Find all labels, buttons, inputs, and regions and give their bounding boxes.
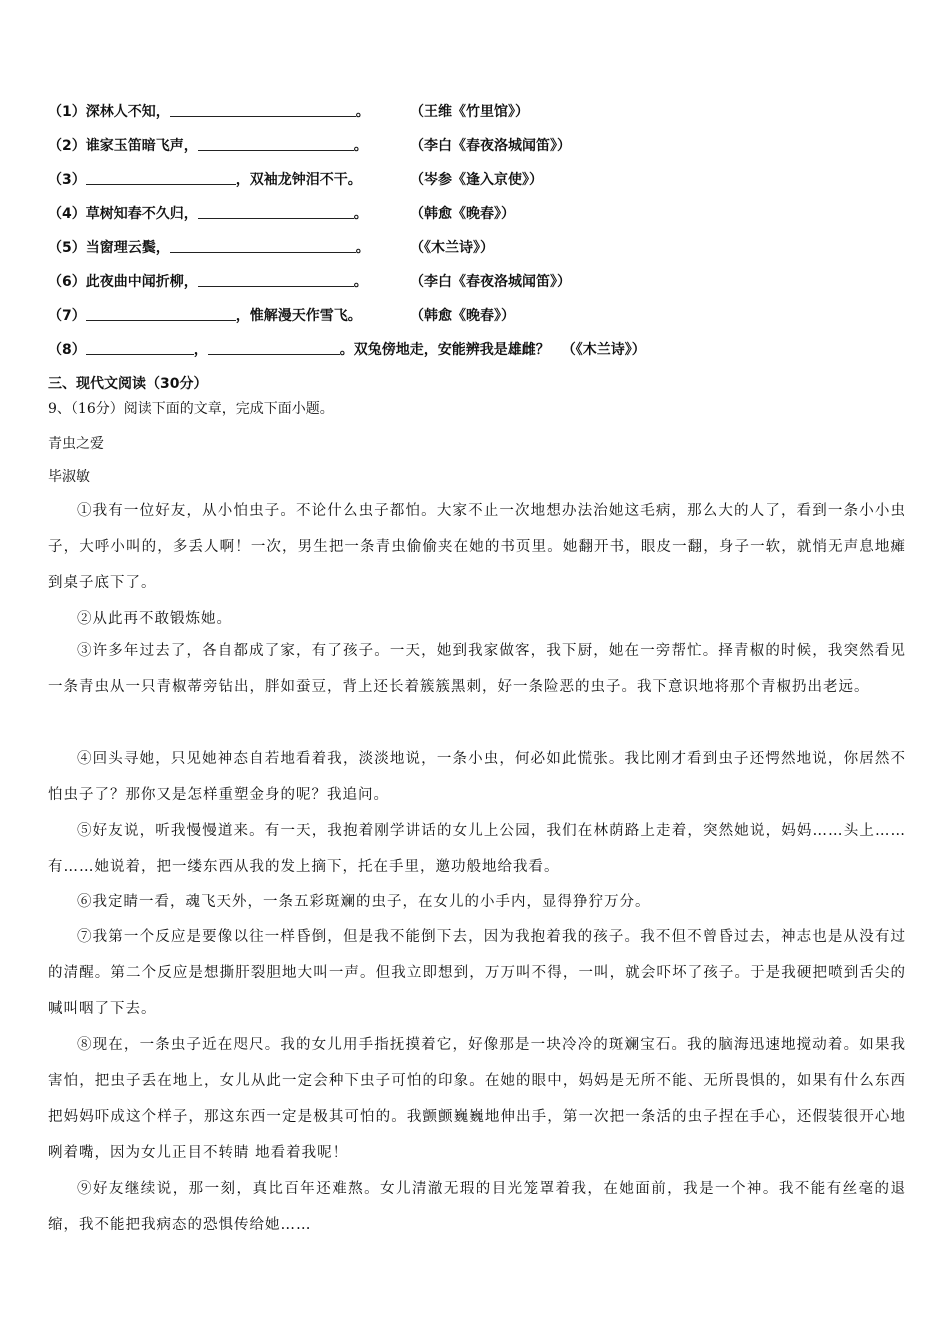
article-title: 青虫之爱 (48, 436, 104, 452)
fill-in-item-2 (48, 133, 571, 159)
answer-blank[interactable] (86, 337, 194, 355)
item-source: （韩愈《晚春》） (410, 206, 515, 222)
fill-in-item-8 (48, 337, 646, 363)
item-number: （5） (48, 240, 86, 256)
item-text-before: 草树知春不久归， (85, 206, 198, 222)
article-paragraph-8: ⑧现在，一条虫子近在咫尺。我的女儿用手指抚摸着它，好像那是一块冷冷的斑斓宝石。我的脑海迅速地搅动着。如果我害怕，把虫子丢在地上，女儿从此一定会种下虫子可怕的印象。在她的眼中，妈妈是无所不能、无所畏惧的，如果有什么东西把妈妈吓成这个样子，那这东西一定是极其可怕的。我颤颤巍巍地伸出手，第一次把一条活的虫子捏在手心，还假装很开心地咧着嘴，因为女儿正目不转睛 地看着我呢！ (48, 1037, 906, 1161)
item-text-before: 此夜曲中闻折柳， (85, 274, 198, 290)
item-source: （王维《竹里馆》） (410, 104, 529, 120)
article-author: 毕淑敏 (48, 469, 90, 485)
article-paragraph-2: ②从此再不敢锻炼她。 (77, 611, 232, 627)
answer-blank[interactable] (170, 235, 356, 253)
item-number: （4） (48, 206, 86, 222)
answer-blank[interactable] (86, 303, 236, 321)
fill-in-item-5 (48, 235, 494, 261)
item-number: （1） (48, 104, 86, 120)
article-paragraph-5: ⑤好友说，听我慢慢道来。有一天，我抱着刚学讲话的女儿上公园，我们在林荫路上走着，突然她说，妈妈……头上……有……她说着，把一缕东西从我的发上摘下，托在手里，邀功般地给我看。 (48, 823, 906, 875)
item-number: （2） (48, 138, 86, 154)
item-text-after: ，惟解漫天作雪飞。 (235, 308, 362, 324)
item-source: （李白《春夜洛城闻笛》） (410, 274, 571, 290)
item-text-after: 。 (353, 206, 368, 222)
article-paragraph-7: ⑦我第一个反应是要像以往一样昏倒，但是我不能倒下去，因为我抱着我的孩子。我不但不曾昏过去，神志也是从没有过的清醒。第二个反应是想撕肝裂胆地大叫一声。但我立即想到，万万叫不得，一叫，就会吓坏了孩子。于是我硬把喷到舌尖的喊叫咽了下去。 (48, 929, 906, 1017)
answer-blank[interactable] (198, 269, 354, 287)
article-paragraph-4: ④回头寻她，只见她神态自若地看着我，淡淡地说，一条小虫，何必如此慌张。我比刚才看到虫子还愕然地说，你居然不怕虫子了？那你又是怎样重塑金身的呢？我追问。 (48, 751, 906, 803)
article-paragraph-6: ⑥我定睛一看，魂飞天外，一条五彩斑斓的虫子，在女儿的小手内，显得狰狞万分。 (77, 894, 651, 910)
item-text-after: ，双袖龙钟泪不干。 (235, 172, 362, 188)
item-source: （《木兰诗》） (561, 342, 646, 358)
item-text-after: 。 (355, 104, 370, 120)
item-number: （6） (48, 274, 86, 290)
item-source: （岑参《逢入京使》） (410, 172, 543, 188)
item-number: （3） (48, 172, 86, 188)
item-source: （韩愈《晚春》） (410, 308, 515, 324)
section-title: 三、现代文阅读（30分） (48, 376, 208, 392)
article-paragraph-3: ③许多年过去了，各自都成了家，有了孩子。一天，她到我家做客，我下厨，她在一旁帮忙。择青椒的时候，我突然看见一条青虫从一只青椒蒂旁钻出，胖如蚕豆，背上还长着簇簇黑刺，好一条险恶的虫子。我下意识地将那个青椒扔出老远。 (48, 643, 906, 695)
question-intro: 9、（16分）阅读下面的文章，完成下面小题。 (48, 401, 334, 417)
item-text-before: 谁家玉笛暗飞声， (85, 138, 198, 154)
answer-blank[interactable] (198, 133, 354, 151)
answer-blank[interactable] (198, 201, 354, 219)
article-paragraph-1: ①我有一位好友，从小怕虫子。不论什么虫子都怕。大家不止一次地想办法治她这毛病，那么大的人了，看到一条小小虫子，大呼小叫的，多丢人啊！一次，男生把一条青虫偷偷夹在她的书页里。她翻开书，眼皮一翻，身子一软，就悄无声息地瘫到桌子底下了。 (48, 503, 906, 591)
fill-in-item-7 (48, 303, 515, 329)
item-text-before: 当窗理云鬓， (85, 240, 170, 256)
fill-in-item-4 (48, 201, 515, 227)
item-number: （8） (48, 342, 86, 358)
fill-in-item-1 (48, 99, 529, 125)
fill-in-item-3 (48, 167, 543, 193)
item-source: （李白《春夜洛城闻笛》） (410, 138, 571, 154)
fill-in-item-6 (48, 269, 571, 295)
item-text-after: 。 (355, 240, 370, 256)
item-text-before: 深林人不知， (85, 104, 170, 120)
answer-blank[interactable] (208, 337, 340, 355)
item-text-after: 。 (353, 138, 368, 154)
item-text-middle: ， (193, 342, 208, 358)
answer-blank[interactable] (86, 167, 236, 185)
item-source: （《木兰诗》） (410, 240, 494, 256)
item-text-after: 。 (353, 274, 368, 290)
answer-blank[interactable] (170, 99, 356, 117)
article-paragraph-9: ⑨好友继续说，那一刻，真比百年还难熬。女儿清澈无瑕的目光笼罩着我，在她面前，我是一个神。我不能有丝毫的退缩，我不能把我病态的恐惧传给她…… (48, 1181, 906, 1233)
item-text-after: 。双兔傍地走，安能辨我是雄雌？ (339, 342, 550, 358)
item-number: （7） (48, 308, 86, 324)
